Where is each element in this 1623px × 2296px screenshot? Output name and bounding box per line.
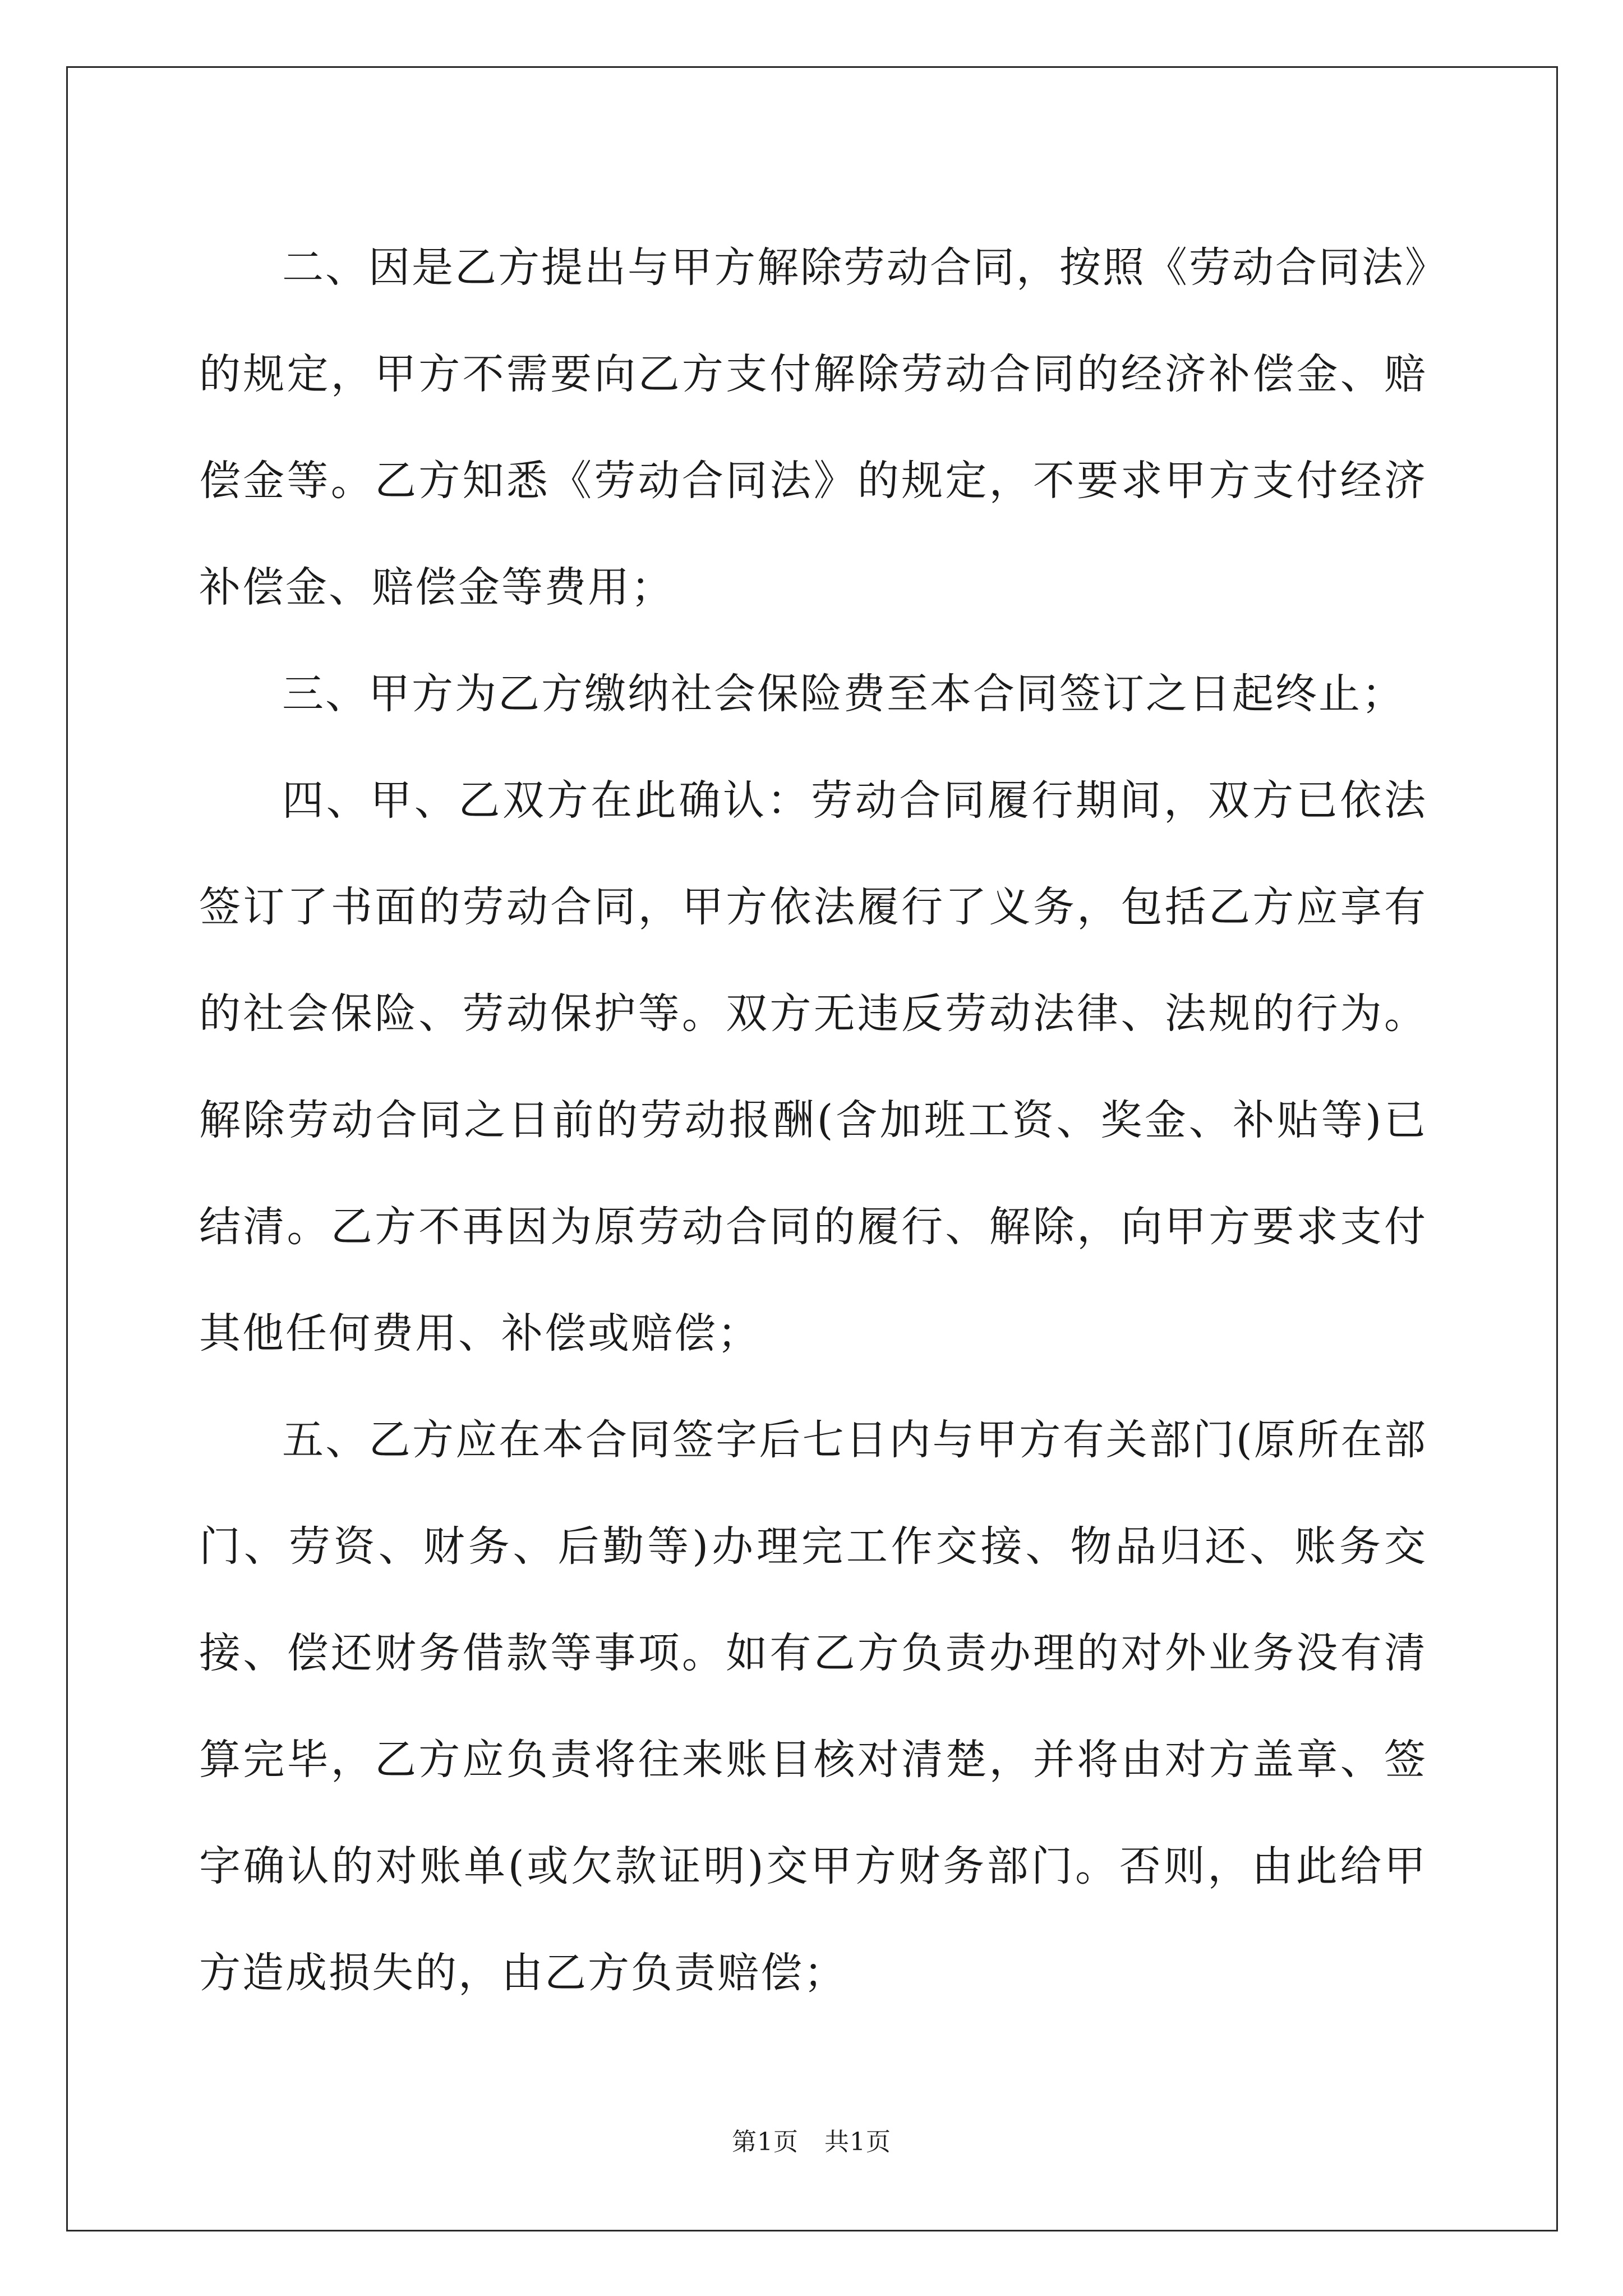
page-total: 共1页 bbox=[824, 2128, 891, 2156]
paragraph-2: 二、因是乙方提出与甲方解除劳动合同，按照《劳动合同法》的规定，甲方不需要向乙方支付解除劳动合同的经济补偿金、赔偿金等。乙方知悉《劳动合同法》的规定，不要求甲方支付经济补偿金、赔偿金等费用； bbox=[199, 243, 1427, 611]
paragraph-5: 五、乙方应在本合同签字后七日内与甲方有关部门(原所在部门、劳资、财务、后勤等)办理完工作交接、物品归还、账务交接、偿还财务借款等事项。如有乙方负责办理的对外业务没有清算完毕，乙方应负责将往来账目核对清楚，并将由对方盖章、签字确认的对账单(或欠款证明)交甲方财务部门。否则，由此给甲方造成损失的，由乙方负责赔偿； bbox=[199, 1416, 1427, 1997]
document-body bbox=[199, 214, 1427, 2026]
paragraph-3: 三、甲方为乙方缴纳社会保险费至本合同签订之日起终止； bbox=[282, 670, 1405, 718]
page-number: 第1页 bbox=[732, 2128, 799, 2156]
paragraph-4: 四、甲、乙双方在此确认：劳动合同履行期间，双方已依法签订了书面的劳动合同，甲方依法履行了义务，包括乙方应享有的社会保险、劳动保护等。双方无违反劳动法律、法规的行为。解除劳动合同之日前的劳动报酬(含加班工资、奖金、补贴等)已结清。乙方不再因为原劳动合同的履行、解除，向甲方要求支付其他任何费用、补偿或赔偿； bbox=[199, 776, 1427, 1358]
page-footer bbox=[0, 2122, 1623, 2157]
